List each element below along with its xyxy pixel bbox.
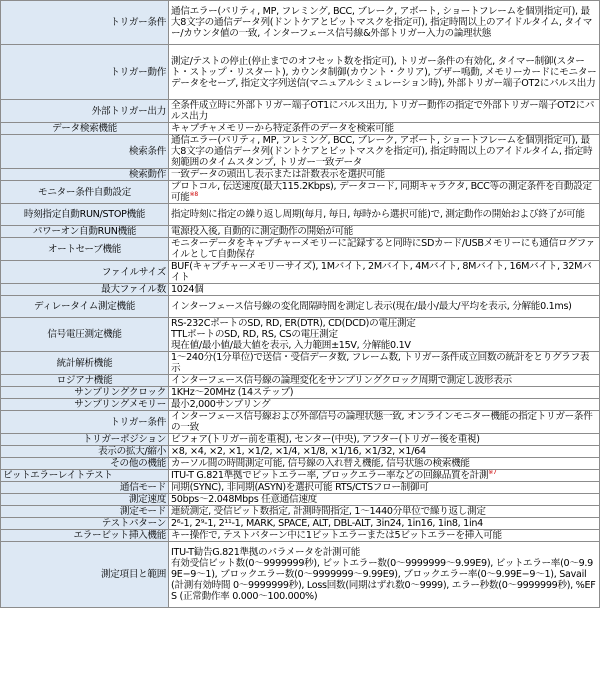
- spec-row: [1, 399, 600, 411]
- spec-value-cell: [169, 352, 600, 375]
- spec-label: エラービット挿入機能: [1, 530, 169, 542]
- spec-label: サンプリングメモリー: [1, 399, 169, 411]
- spec-row: [1, 506, 600, 518]
- spec-label: トリガー動作: [1, 45, 169, 100]
- spec-value: キャプチャメモリーから特定条件のデータを検索可能: [171, 123, 394, 134]
- spec-label: 測定モード: [1, 506, 169, 518]
- spec-value-cell: [169, 446, 600, 458]
- spec-row: [1, 375, 600, 387]
- spec-label: ビットエラーレイトテスト: [1, 470, 169, 482]
- spec-value-cell: [169, 530, 600, 542]
- spec-label: モニター条件自動設定: [1, 181, 169, 204]
- spec-value-cell: [169, 181, 600, 204]
- spec-value-cell: [169, 387, 600, 399]
- spec-value-cell: [169, 169, 600, 181]
- spec-value: 通信エラー(パリティ, MP, フレミング, BCC, ブレーク, アボート, ショートフレームを個別指定可), 最大8文字の通信データ列(ドントケアとビットマスクを指定可), 指定時間以上のアイドルタイム, 指定時刻範囲のタイムスタンプ, トリガー一致データ: [171, 135, 593, 168]
- spec-row: [1, 181, 600, 204]
- spec-label: 測定項目と範囲: [1, 542, 169, 608]
- spec-row: [1, 1, 600, 45]
- spec-value-cell: [169, 261, 600, 284]
- spec-value-cell: [169, 123, 600, 135]
- spec-row: [1, 482, 600, 494]
- spec-value: 指定時刻に指定の繰り返し周期(毎月, 毎日, 毎時から選択可能)で, 測定動作の開始および終了が可能: [171, 209, 585, 221]
- spec-value-cell: [169, 399, 600, 411]
- spec-label: データ検索機能: [1, 123, 169, 135]
- spec-value-cell: [169, 542, 600, 608]
- spec-row: [1, 542, 600, 608]
- spec-row: [1, 470, 600, 482]
- spec-row: [1, 458, 600, 470]
- spec-row: [1, 411, 600, 434]
- spec-value: 通信エラー(パリティ, MP, フレミング, BCC, ブレーク, アボート, ショートフレームを個別指定可), 最大8文字の通信データ列(ドントケアとビットマスクを指定可), 指定時間以上のアイドルタイム, タイマー/カウンタ値の一致, インターフェース信号線&外部トリガー入力の論理状態: [171, 6, 593, 39]
- spec-value-cell: [169, 284, 600, 296]
- spec-value-cell: [169, 518, 600, 530]
- spec-row: [1, 261, 600, 284]
- spec-value: RS-232CポートのSD, RD, ER(DTR), CD(DCD)の電圧測定 TTLポートのSD, RD, RS, CSの電圧測定 現在値/最小値/最大値を表示, 入力範囲±15V, 分解能0.1V: [171, 318, 416, 352]
- spec-value: ITU-T勧告G.821準拠のパラメータを計測可能 有効受信ビット数(0〜9999999秒), ビットエラー数(0〜9999999〜9.99E9), ビットエラー率(0〜9.99E−9〜1), ブロックエラー数(0〜9999999〜9.99E9), ブロックエラー率(0〜9.99E−9〜1), Savail(計測有効時間 0〜9999999秒), Loss回数(同期はずれ数0〜9999), エラー秒数(0〜9999999秒), %EFS (正常動作率 0.000〜100.000%): [171, 547, 596, 603]
- spec-value: 同期(SYNC), 非同期(ASYN)を選択可能 RTS/CTSフロー制御可: [171, 482, 429, 494]
- spec-label: トリガー条件: [1, 1, 169, 45]
- spec-row: [1, 226, 600, 238]
- spec-value: 最小2,000サンプリング: [171, 399, 271, 411]
- spec-label: サンプリングクロック: [1, 387, 169, 399]
- spec-value: BUF(キャプチャーメモリーサイズ), 1Mバイト, 2Mバイト, 4Mバイト, 8Mバイト, 16Mバイト, 32Mバイト: [171, 261, 592, 284]
- spec-value-cell: [169, 1, 600, 45]
- spec-value-cell: [169, 482, 600, 494]
- spec-value: インターフェース信号線の変化間隔時間を測定し表示(現在/最小/最大/平均を表示, 分解能0.1ms): [171, 301, 572, 313]
- spec-label: 検索動作: [1, 169, 169, 181]
- spec-label: 検索条件: [1, 135, 169, 169]
- spec-label: テストパターン: [1, 518, 169, 530]
- spec-value: 電源投入後, 自動的に測定動作の開始が可能: [171, 226, 354, 238]
- spec-label: 最大ファイル数: [1, 284, 169, 296]
- spec-value-cell: [169, 494, 600, 506]
- spec-value-cell: [169, 434, 600, 446]
- spec-row: [1, 387, 600, 399]
- spec-value: 測定/テストの停止(停止までのオフセット数を指定可), トリガー条件の有効化, タイマー制御(スタート・ストップ・リスタート), カウンタ制御(カウント・クリア), ブザー鳴動, メモリーカードにモニターデータをセーブ, 指定文字列送信(マニュアルシミュレーション時), 外部トリガー端子OT2にパルス出力: [171, 55, 597, 89]
- spec-row: [1, 204, 600, 226]
- spec-row: [1, 446, 600, 458]
- spec-row: [1, 45, 600, 100]
- spec-value-cell: [169, 470, 600, 482]
- spec-row: [1, 494, 600, 506]
- spec-row: [1, 123, 600, 135]
- spec-row: [1, 135, 600, 169]
- spec-row: [1, 296, 600, 318]
- spec-label: トリガーポジション: [1, 434, 169, 446]
- spec-label: ディレータイム測定機能: [1, 296, 169, 318]
- spec-row: [1, 518, 600, 530]
- spec-row: [1, 434, 600, 446]
- spec-value: 連続測定, 受信ビット数指定, 計測時間指定, 1〜1440分単位で繰り返し測定: [171, 506, 486, 518]
- footnote-marker: ※8: [189, 191, 198, 198]
- spec-value: モニターデータをキャプチャーメモリーに記録すると同時にSDカード/USBメモリーにも通信ログファイルとして自動保存: [171, 238, 595, 261]
- spec-label: 測定速度: [1, 494, 169, 506]
- spec-row: [1, 318, 600, 352]
- spec-value-cell: [169, 45, 600, 100]
- spec-value: 1024個: [171, 284, 204, 296]
- spec-value: ビフォア(トリガー前を重視), センター(中央), アフター(トリガー後を重視): [171, 434, 480, 446]
- spec-row: [1, 100, 600, 123]
- spec-label: ファイルサイズ: [1, 261, 169, 284]
- spec-value: プロトコル, 伝送速度(最大115.2Kbps), データコード, 同期キャラクタ, BCC等の測定条件を自動設定可能: [171, 181, 592, 204]
- spec-value-cell: [169, 318, 600, 352]
- spec-value: カーソル間の時間測定可能, 信号線の入れ替え機能, 信号状態の検索機能: [171, 458, 470, 470]
- spec-label: パワーオン自動RUN機能: [1, 226, 169, 238]
- spec-label: 時刻指定自動RUN/STOP機能: [1, 204, 169, 226]
- spec-value: 1〜240分(1分単位)で送信・受信データ数, フレーム数, トリガー条件成立回数の統計をとりグラフ表示: [171, 352, 590, 375]
- spec-value-cell: [169, 296, 600, 318]
- spec-value-cell: [169, 238, 600, 261]
- spec-label: 通信モード: [1, 482, 169, 494]
- spec-value: ITU-T G.821準拠でビットエラー率, ブロックエラー率などの回線品質を計測: [171, 470, 489, 482]
- spec-value: インターフェース信号線および外部信号の論理状態一致, オンラインモニター機能の指定トリガー条件の一致: [171, 411, 593, 434]
- spec-label: 信号電圧測定機能: [1, 318, 169, 352]
- spec-value-cell: [169, 506, 600, 518]
- spec-value: インターフェース信号線の論理変化をサンプリングクロック周期で測定し波形表示: [171, 375, 512, 387]
- spec-row: [1, 284, 600, 296]
- spec-row: [1, 169, 600, 181]
- spec-value: キー操作で, テストパターン中に1ビットエラーまたは5ビットエラーを挿入可能: [171, 530, 502, 542]
- spec-value-cell: [169, 226, 600, 238]
- spec-label: トリガー条件: [1, 411, 169, 434]
- spec-row: [1, 352, 600, 375]
- spec-value-cell: [169, 135, 600, 169]
- spec-row: [1, 530, 600, 542]
- spec-value: 1KHz〜20MHz (14ステップ): [171, 387, 294, 399]
- spec-table-body: [1, 1, 600, 608]
- spec-value: 一致データの頭出し表示または計数表示を選択可能: [171, 169, 385, 180]
- spec-label: 外部トリガー出力: [1, 100, 169, 123]
- spec-label: その他の機能: [1, 458, 169, 470]
- spec-value-cell: [169, 411, 600, 434]
- spec-value: 2⁶-1, 2⁹-1, 2¹¹-1, MARK, SPACE, ALT, DBL-ALT, 3in24, 1in16, 1in8, 1in4: [171, 518, 483, 530]
- spec-value-cell: [169, 100, 600, 123]
- spec-value-cell: [169, 204, 600, 226]
- spec-label: ロジアナ機能: [1, 375, 169, 387]
- spec-label: オートセーブ機能: [1, 238, 169, 261]
- spec-row: [1, 238, 600, 261]
- spec-value: 50bps〜2.048Mbps 任意通信速度: [171, 494, 317, 506]
- footnote-marker: ※7: [488, 469, 497, 477]
- spec-value-cell: [169, 375, 600, 387]
- spec-label: 統計解析機能: [1, 352, 169, 375]
- spec-value-cell: [169, 458, 600, 470]
- spec-value: ×8, ×4, ×2, ×1, ×1/2, ×1/4, ×1/8, ×1/16, ×1/32, ×1/64: [171, 446, 426, 458]
- spec-label: 表示の拡大/縮小: [1, 446, 169, 458]
- spec-value: 全条件成立時に外部トリガー端子OT1にパルス出力, トリガー動作の指定で外部トリガー端子OT2にパルス出力: [171, 100, 595, 122]
